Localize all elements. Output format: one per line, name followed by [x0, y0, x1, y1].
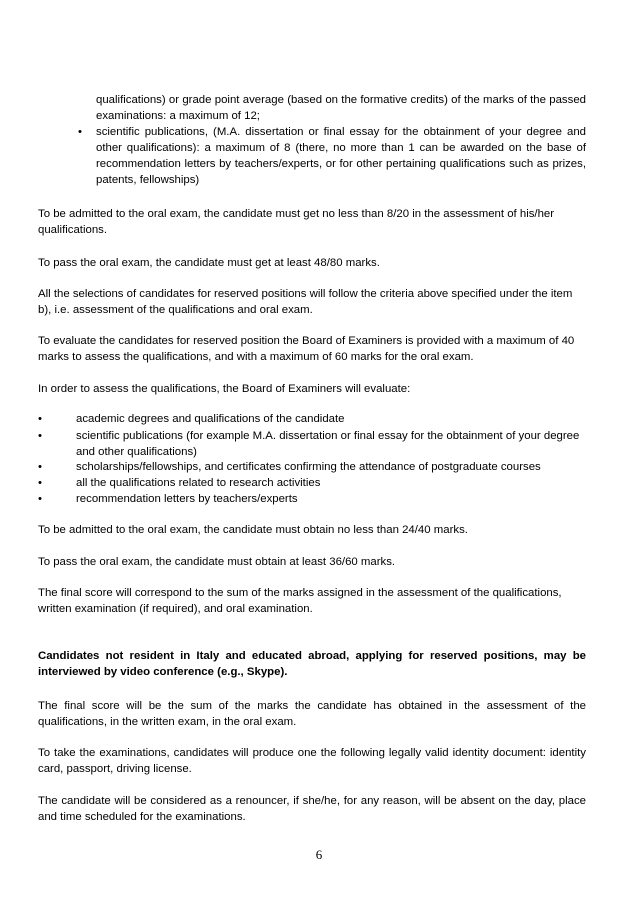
paragraph-final-score: The final score will correspond to the sum of the marks assigned in the assessment of the qualifications, written examination (if required), and oral examination.	[38, 587, 562, 615]
bullet-marker: •	[38, 413, 42, 425]
paragraph-oral-pass-36: To pass the oral exam, the candidate must obtain at least 36/60 marks.	[38, 556, 396, 568]
page-number: 6	[315, 847, 323, 862]
list-item: all the qualifications related to research activities	[76, 477, 321, 489]
paragraph-oral-admit-8: To be admitted to the oral exam, the candidate must get no less than 8/20 in the assessment of his/her qualifications.	[38, 208, 555, 236]
paragraph-final-score-sum: The final score will be the sum of the marks the candidate has obtained in the assessment of the qualifications, in the written exam, in the oral exam.	[38, 700, 586, 728]
paragraph-reserved-criteria: All the selections of candidates for reserved positions will follow the criteria above specified under the item b), i.e. assessment of the qualifications and oral exam.	[38, 288, 573, 316]
list-item: academic degrees and qualifications of the candidate	[76, 413, 345, 425]
paragraph-oral-pass-48: To pass the oral exam, the candidate must get at least 48/80 marks.	[38, 257, 380, 269]
paragraph-oral-admit-24: To be admitted to the oral exam, the candidate must obtain no less than 24/40 marks.	[38, 524, 468, 536]
list-item-publications: scientific publications, (M.A. dissertation or final essay for the obtainment of your degree and other qualifications): a maximum of 8 (there, no more than 1 can be awarded on the base of recommendation letters by teachers/experts, or for other pertaining qualifications such as prizes, patents, fellowships)	[96, 126, 586, 186]
bullet-marker: •	[38, 477, 42, 489]
paragraph-assess-intro: In order to assess the qualifications, the Board of Examiners will evaluate:	[38, 383, 411, 395]
paragraph-video-conference: Candidates not resident in Italy and educated abroad, applying for reserved positions, may be interviewed by video conference (e.g., Skype).	[38, 650, 586, 678]
bullet-marker: •	[38, 461, 42, 473]
paragraph-identity-document: To take the examinations, candidates will produce one the following legally valid identity document: identity card, passport, driving license.	[38, 747, 586, 775]
list-item-continuation: qualifications) or grade point average (based on the formative credits) of the marks of the passed examinations: a maximum of 12;	[96, 94, 586, 122]
list-item: scientific publications (for example M.A. dissertation or final essay for the obtainment of your degree and other qualifications)	[76, 430, 580, 458]
bullet-marker: •	[78, 126, 82, 138]
list-item: scholarships/fellowships, and certificates confirming the attendance of postgraduate courses	[76, 461, 541, 473]
bullet-marker: •	[38, 430, 42, 442]
paragraph-reserved-board: To evaluate the candidates for reserved position the Board of Examiners is provided with a maximum of 40 marks to assess the qualifications, and with a maximum of 60 marks for the oral exam.	[38, 335, 575, 363]
list-item: recommendation letters by teachers/experts	[76, 493, 298, 505]
paragraph-renouncer: The candidate will be considered as a renouncer, if she/he, for any reason, will be absent on the day, place and time scheduled for the examinations.	[38, 795, 586, 823]
bullet-marker: •	[38, 493, 42, 505]
